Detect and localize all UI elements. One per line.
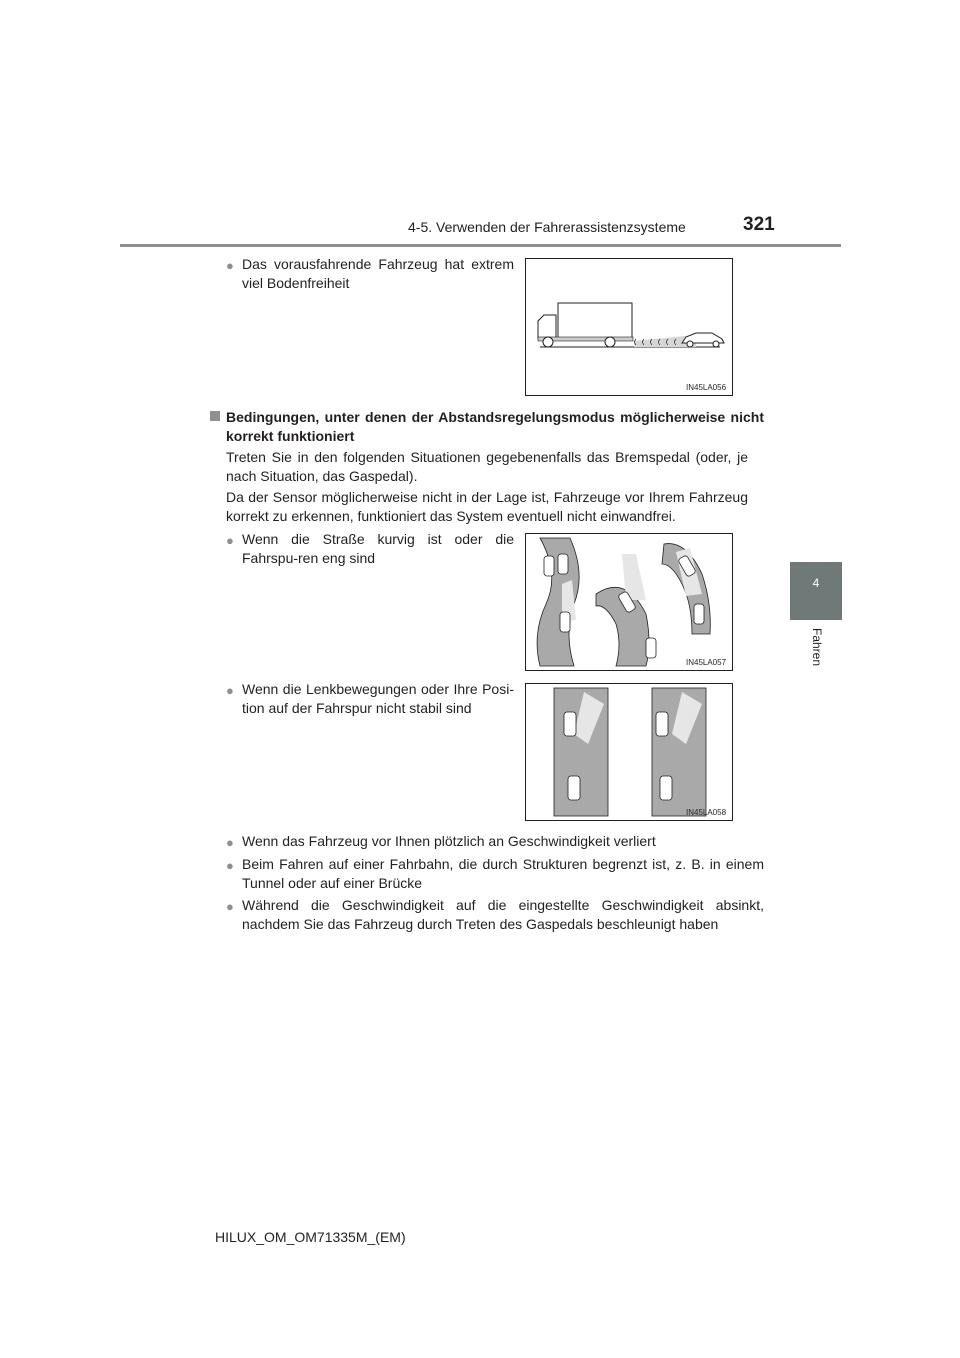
steering-illustration bbox=[526, 684, 732, 820]
bullet-icon: ● bbox=[226, 835, 234, 850]
chapter-label: Fahren bbox=[810, 628, 824, 667]
list-item bbox=[226, 530, 514, 568]
list-item bbox=[226, 680, 514, 718]
square-bullet-icon bbox=[210, 411, 220, 421]
figure-label: IN45LA056 bbox=[686, 383, 727, 392]
item-text: Wenn die Straße kurvig ist oder die Fahrspu-ren eng sind bbox=[242, 531, 514, 566]
figure-label: IN45LA057 bbox=[686, 658, 727, 667]
item-text: Beim Fahren auf einer Fahrbahn, die durch Strukturen begrenzt ist, z. B. in einem Tunnel oder auf einer Brücke bbox=[242, 856, 764, 891]
bullet-icon: ● bbox=[226, 899, 234, 914]
bullet-icon: ● bbox=[226, 683, 234, 698]
paragraph: Da der Sensor möglicherweise nicht in der Lage ist, Fahrzeuge vor Ihrem Fahrzeug korrekt zu erkennen, funktioniert das System eventuell nicht einwandfrei. bbox=[226, 489, 748, 524]
page-number: 321 bbox=[743, 214, 775, 235]
chapter-number: 4 bbox=[812, 576, 820, 590]
figure-curvy-road bbox=[525, 533, 733, 671]
list-item bbox=[226, 832, 764, 851]
list-item bbox=[226, 896, 764, 934]
paragraph: Treten Sie in den folgenden Situationen gegebenenfalls das Bremspedal (oder, je nach Situation, das Gaspedal). bbox=[226, 449, 748, 484]
item-text: Wenn das Fahrzeug vor Ihnen plötzlich an Geschwindigkeit verliert bbox=[242, 833, 656, 849]
bullet-icon: ● bbox=[226, 533, 234, 548]
list-item bbox=[226, 255, 514, 293]
section-heading-text: Bedingungen, unter denen der Abstandsregelungsmodus möglicherweise nicht korrekt funktioniert bbox=[226, 409, 764, 444]
header-divider bbox=[120, 244, 841, 247]
section-title: 4-5. Verwenden der Fahrerassistenzsysteme bbox=[408, 219, 686, 235]
bullet-icon: ● bbox=[226, 858, 234, 873]
list-item bbox=[226, 855, 764, 893]
document-code: HILUX_OM_OM71335M_(EM) bbox=[215, 1229, 406, 1245]
item-text: Während die Geschwindigkeit auf die eingestellte Geschwindigkeit absinkt, nachdem Sie das Fahrzeug durch Treten des Gaspedals beschleunigt haben bbox=[242, 897, 764, 932]
curvy-road-illustration bbox=[526, 534, 732, 670]
item-text: Wenn die Lenkbewegungen oder Ihre Posi-tion auf der Fahrspur nicht stabil sind bbox=[242, 681, 514, 716]
chapter-tab bbox=[790, 562, 842, 620]
item-text: Das vorausfahrende Fahrzeug hat extrem viel Bodenfreiheit bbox=[242, 256, 514, 291]
section-heading bbox=[210, 408, 764, 446]
figure-label: IN45LA058 bbox=[686, 808, 727, 817]
truck-illustration bbox=[526, 259, 732, 395]
figure-unstable-steering bbox=[525, 683, 733, 821]
bullet-icon: ● bbox=[226, 258, 234, 273]
figure-ground-clearance bbox=[525, 258, 733, 396]
